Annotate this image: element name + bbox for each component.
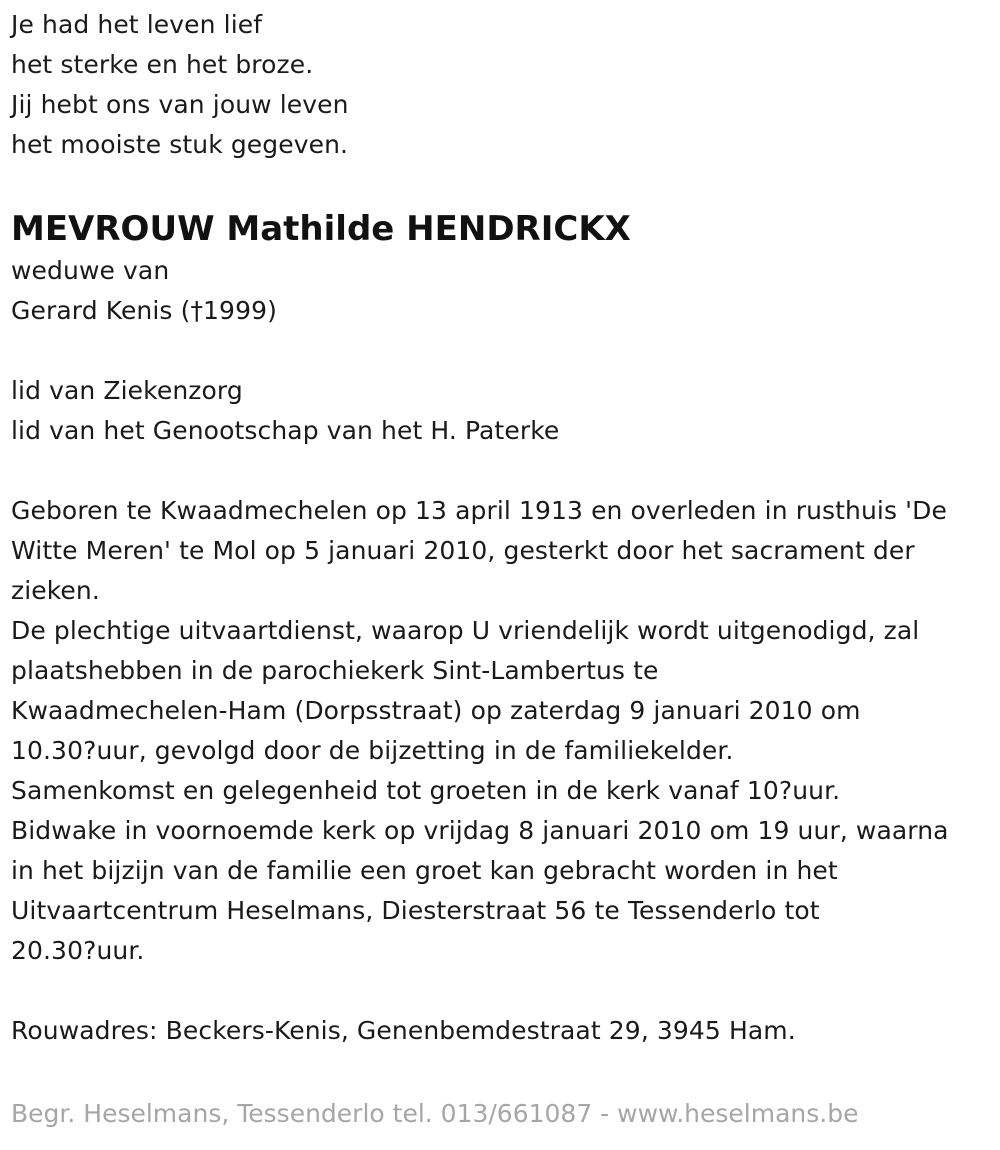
poem-line: Jij hebt ons van jouw leven [11,90,349,119]
details-line: Kwaadmechelen-Ham (Dorpsstraat) op zaterdag 9 januari 2010 om [11,696,861,725]
memberships [11,371,996,451]
details-line: 20.30?uur. [11,936,145,965]
details-line: Samenkomst en gelegenheid tot groeten in de kerk vanaf 10?uur. [11,776,841,805]
details-line: zieken. [11,576,100,605]
membership-line: lid van Ziekenzorg [11,376,243,405]
details-line: De plechtige uitvaartdienst, waarop U vriendelijk wordt uitgenodigd, zal [11,616,920,645]
spacer [11,971,996,1011]
funeral-home-footer: Begr. Heselmans, Tessenderlo tel. 013/661087 - www.heselmans.be [11,1099,859,1128]
poem-line: het sterke en het broze. [11,50,314,79]
details-line: Bidwake in voornoemde kerk op vrijdag 8 januari 2010 om 19 uur, waarna [11,816,949,845]
details-line: Geboren te Kwaadmechelen op 13 april 1913 en overleden in rusthuis 'De [11,496,947,525]
widow-line: weduwe van [11,256,170,285]
details-line: Witte Meren' te Mol op 5 januari 2010, gesterkt door het sacrament der [11,536,915,565]
obituary-notice [11,5,996,1051]
spouse-line: Gerard Kenis (†1999) [11,296,277,325]
details-line: Uitvaartcentrum Heselmans, Diesterstraat 56 te Tessenderlo tot [11,896,820,925]
poem-line: Je had het leven lief [11,10,263,39]
details-line: 10.30?uur, gevolgd door de bijzetting in de familiekelder. [11,736,734,765]
membership-line: lid van het Genootschap van het H. Paterke [11,416,560,445]
spacer [11,331,996,371]
details-paragraph [11,491,996,971]
details-line: plaatshebben in de parochiekerk Sint-Lambertus te [11,656,659,685]
deceased-name: MEVROUW Mathilde HENDRICKX [11,209,631,249]
spacer [11,451,996,491]
details-line: in het bijzijn van de familie een groet kan gebracht worden in het [11,856,838,885]
mourning-address: Rouwadres: Beckers-Kenis, Genenbemdestraat 29, 3945 Ham. [11,1016,796,1045]
poem-line: het mooiste stuk gegeven. [11,130,349,159]
poem [11,5,996,165]
